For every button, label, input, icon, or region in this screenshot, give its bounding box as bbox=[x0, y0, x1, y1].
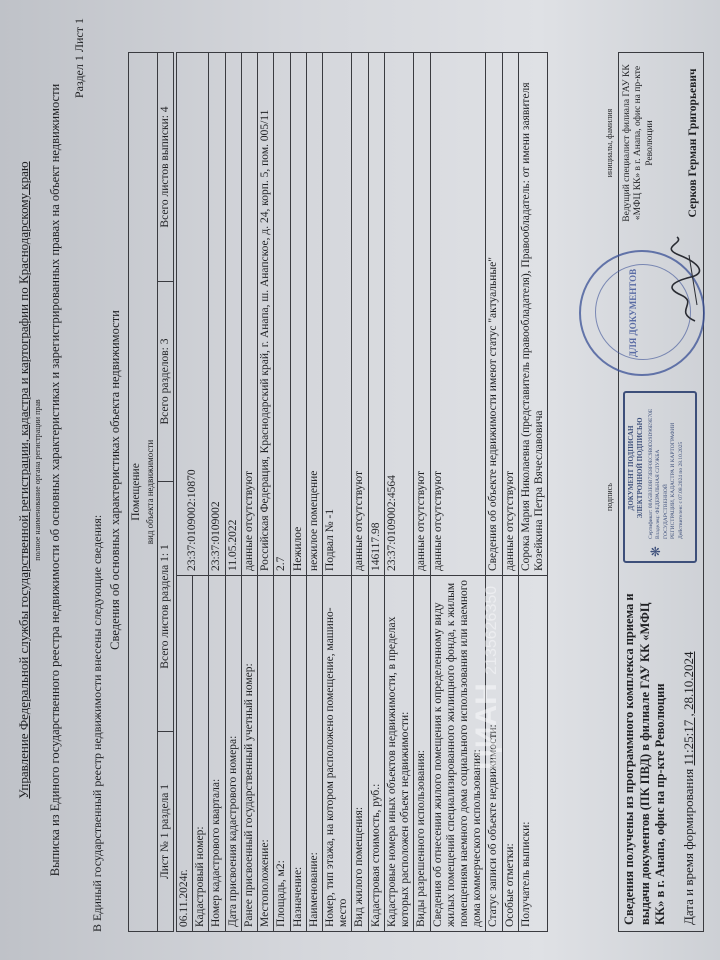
row-label: Вид жилого помещения: bbox=[352, 576, 368, 932]
info-heading: Сведения об основных характеристиках объекта недвижимости bbox=[108, 310, 122, 650]
table-row bbox=[368, 53, 384, 932]
sheet-info-table bbox=[128, 52, 174, 932]
row-label: Дата присвоения кадастрового номера: bbox=[225, 576, 241, 932]
table-row bbox=[177, 53, 193, 932]
row-label: Сведения об отнесении жилого помещения к определенному виду жилых помещений специализированного жилищного фонда, к жилым помещениям наемного дома социального использования или наемного дома коммерческого использования: bbox=[430, 576, 486, 932]
row-label: Площадь, м2: bbox=[274, 576, 290, 932]
esig-line: Действителен: с 07.08.2024 по 28.10.2025 bbox=[677, 441, 684, 539]
cadastral-number: 23:37:0109002:10870 bbox=[177, 53, 209, 576]
row-label: Получатель выписки: bbox=[518, 576, 547, 932]
registry-line: В Единый государственный реестр недвижимости внесены следующие сведения: bbox=[90, 514, 104, 932]
esig-line: РЕГИСТРАЦИИ, КАДАСТРА И КАРТОГРАФИИ bbox=[670, 422, 677, 539]
agency-name: Управление Федеральной службы государственной регистрации, кадастра и картографии по Краснодарскому краю bbox=[16, 161, 31, 799]
row-value: 23:37:0109002 bbox=[209, 53, 225, 576]
electronic-signature-stamp bbox=[623, 391, 697, 563]
generated-label: Дата и время формирования bbox=[681, 768, 696, 925]
seal-text: ДЛЯ ДОКУМЕНТОВ bbox=[628, 268, 638, 358]
initials-label: инициалы, фамилия bbox=[605, 108, 614, 178]
signature-label: подпись bbox=[605, 483, 614, 511]
row-label: Виды разрешенного использования: bbox=[414, 576, 430, 932]
watermark bbox=[470, 570, 504, 770]
table-row bbox=[241, 53, 257, 932]
row-value: Российская Федерация, Краснодарский край, г. Анапа, ш. Анапское, д. 24, корп. 5, пом. 005/11 bbox=[258, 53, 274, 576]
received-note: Сведения получены из программного комплекса приема и выдачи документов (ПК ПВД) в филиале ГАУ КК «МФЦ КК» в г. Анапа, офис на пр-кте Революции bbox=[622, 593, 668, 925]
watermark-brand: ЦИАН bbox=[470, 683, 503, 770]
cadastral-number-label: Кадастровый номер: bbox=[193, 576, 209, 932]
table-row bbox=[322, 53, 351, 932]
row-value: данные отсутствуют bbox=[430, 53, 486, 576]
row-value: данные отсутствуют bbox=[241, 53, 257, 576]
extract-page bbox=[10, 10, 710, 950]
characteristics-table bbox=[176, 52, 548, 932]
table-row bbox=[384, 53, 413, 932]
row-label: Ранее присвоенный государственный учетный номер: bbox=[241, 576, 257, 932]
row-value: 146117.98 bbox=[368, 53, 384, 576]
row-label: Номер кадастрового квартала: bbox=[209, 576, 225, 932]
row-value: Нежилое bbox=[290, 53, 306, 576]
table-row bbox=[486, 53, 502, 932]
generated-time: 11:25:17 , 28.10.2024 bbox=[681, 651, 696, 766]
table-row bbox=[414, 53, 430, 932]
table-row bbox=[209, 53, 225, 932]
row-value: данные отсутствуют bbox=[502, 53, 518, 576]
object-kind-caption: вид объекта недвижимости bbox=[144, 53, 157, 932]
watermark-id: 2135626350 bbox=[483, 585, 500, 675]
table-row bbox=[258, 53, 274, 932]
esig-title: ДОКУМЕНТ ПОДПИСАН ЭЛЕКТРОННОЙ ПОДПИСЬЮ bbox=[627, 417, 645, 519]
esig-line: Сертификат: 00A5B3E0B73E8F0EC9B0D29D96E9E70E bbox=[647, 408, 654, 539]
row-label: Особые отметки: bbox=[502, 576, 518, 932]
row-value: данные отсутствуют bbox=[352, 53, 368, 576]
row-value: данные отсутствуют bbox=[414, 53, 430, 576]
table-row bbox=[274, 53, 290, 932]
table-row bbox=[502, 53, 518, 932]
row-value: Сорока Мария Николаевна (представитель правообладателя), Правообладатель: от имени заявителя Козейкина Петра Вячеславовича bbox=[518, 53, 547, 576]
generated-line bbox=[681, 651, 697, 925]
table-row bbox=[290, 53, 306, 932]
row-value: 23:37:0109002:4564 bbox=[384, 53, 413, 576]
table-row bbox=[225, 53, 241, 932]
esig-line: Владелец: ФЕДЕРАЛЬНАЯ СЛУЖБА ГОСУДАРСТВЕННОЙ bbox=[655, 449, 669, 539]
sheet-number: Лист № 1 раздела 1 bbox=[157, 732, 173, 932]
extract-title: Выписка из Единого государственного реестра недвижимости об основных характеристиках и зарегистрированных правах на объект недвижимости bbox=[48, 83, 62, 877]
table-row bbox=[518, 53, 547, 932]
object-kind: Помещение bbox=[129, 53, 145, 932]
row-value: 11.05.2022 bbox=[225, 53, 241, 576]
table-row bbox=[352, 53, 368, 932]
official-name: Серков Герман Григорьевич bbox=[687, 68, 699, 218]
row-label: Местоположение: bbox=[258, 576, 274, 932]
row-label: Номер, тип этажа, на котором расположено помещение, машино-место bbox=[322, 576, 351, 932]
sections-total: Всего разделов: 3 bbox=[157, 282, 173, 482]
row-value: нежилое помещение bbox=[306, 53, 322, 576]
official-role: Ведущий специалист филиала ГАУ КК «МФЦ КК» в г. Анапа, офис на пр-кте Революции bbox=[622, 64, 655, 222]
row-value: 2.7 bbox=[274, 53, 290, 576]
row-value: Сведения об объекте недвижимости имеют статус "актуальные" bbox=[486, 53, 502, 576]
signature-block bbox=[605, 52, 704, 932]
row-label: Кадастровые номера иных объектов недвижимости, в пределах которых расположен объект недвижимости: bbox=[384, 576, 413, 932]
row-label: Наименование: bbox=[306, 576, 322, 932]
row-value: Подвал № -1 bbox=[322, 53, 351, 576]
extract-date: 06.11.2024г. bbox=[177, 576, 193, 932]
handwritten-signature bbox=[669, 235, 703, 325]
table-row bbox=[306, 53, 322, 932]
emblem-icon: ❋ bbox=[648, 546, 663, 557]
sheets-total: Всего листов выписки: 4 bbox=[157, 53, 173, 282]
sheets-in-section: Всего листов раздела 1: 1 bbox=[157, 482, 173, 732]
row-label: Назначение: bbox=[290, 576, 306, 932]
section-label: Раздел 1 Лист 1 bbox=[72, 18, 86, 99]
agency-caption: полное наименование органа регистрации прав bbox=[33, 399, 42, 561]
row-label: Статус записи об объекте недвижимости: bbox=[486, 576, 502, 932]
table-row bbox=[430, 53, 486, 932]
row-label: Кадастровая стоимость, руб.: bbox=[368, 576, 384, 932]
